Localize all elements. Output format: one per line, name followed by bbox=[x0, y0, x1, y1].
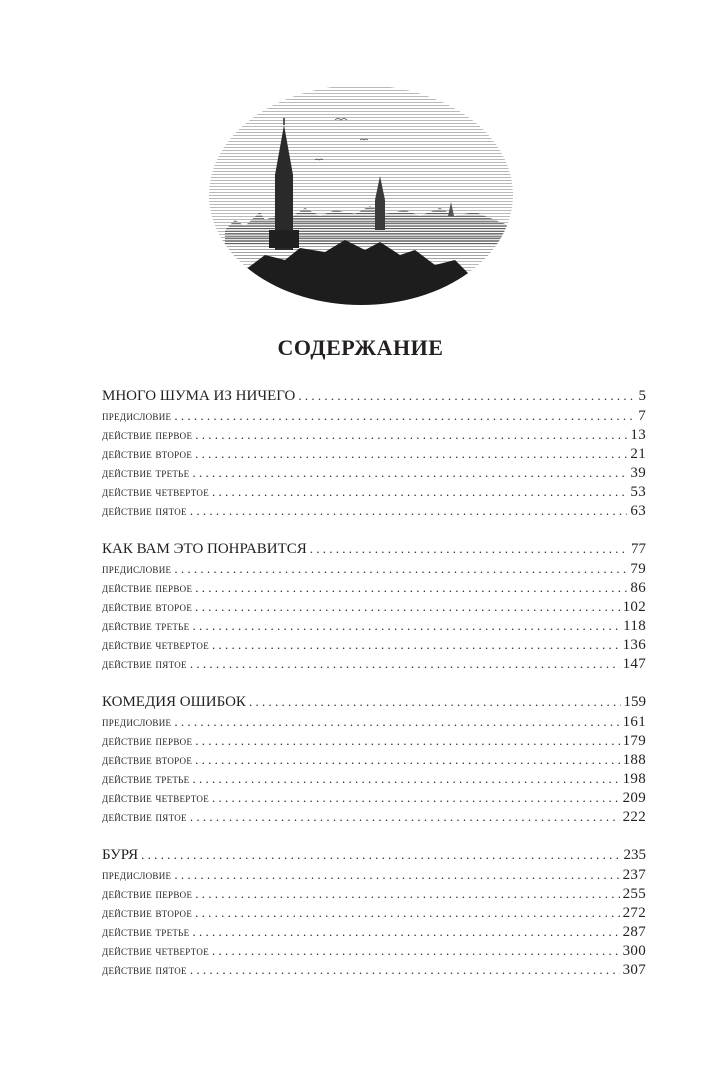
dot-leader bbox=[195, 597, 619, 616]
dot-leader bbox=[174, 865, 619, 884]
toc-subentry[interactable] bbox=[102, 712, 646, 731]
toc-section bbox=[102, 386, 646, 520]
toc-subentry-label: действие третье bbox=[102, 466, 190, 480]
toc-subentry[interactable] bbox=[102, 463, 646, 482]
toc-subentry[interactable] bbox=[102, 769, 646, 788]
toc-play-title: КАК ВАМ ЭТО ПОНРАВИТСЯ bbox=[102, 541, 307, 557]
toc-subentry-label: действие второе bbox=[102, 600, 193, 614]
toc-page-number: 179 bbox=[622, 733, 646, 749]
toc-subentry-label: предисловие bbox=[102, 562, 172, 576]
toc-page-number: 86 bbox=[630, 580, 646, 596]
toc-play-title: МНОГО ШУМА ИЗ НИЧЕГО bbox=[102, 388, 296, 404]
toc-subentry[interactable] bbox=[102, 922, 646, 941]
toc-subentry-label: действие пятое bbox=[102, 963, 187, 977]
dot-leader bbox=[212, 941, 620, 960]
dot-leader bbox=[141, 845, 620, 865]
toc-subentry[interactable] bbox=[102, 444, 646, 463]
dot-leader bbox=[195, 731, 619, 750]
toc-page-number: 102 bbox=[622, 599, 646, 615]
dot-leader bbox=[212, 635, 620, 654]
toc-play-entry[interactable] bbox=[102, 539, 646, 559]
toc-page-number: 198 bbox=[622, 771, 646, 787]
toc-page-number: 222 bbox=[622, 809, 646, 825]
toc-subentry[interactable] bbox=[102, 635, 646, 654]
toc-subentry-label: действие третье bbox=[102, 619, 190, 633]
toc-subentry-label: предисловие bbox=[102, 715, 172, 729]
toc-subentry[interactable] bbox=[102, 750, 646, 769]
dot-leader bbox=[192, 922, 619, 941]
dot-leader bbox=[190, 807, 620, 826]
toc-subentry-label: действие пятое bbox=[102, 657, 187, 671]
toc-page-number: 39 bbox=[630, 465, 646, 481]
toc-page-number: 159 bbox=[623, 694, 646, 710]
toc-subentry-label: действие третье bbox=[102, 772, 190, 786]
toc-play-title: КОМЕДИЯ ОШИБОК bbox=[102, 694, 246, 710]
toc-page-number: 136 bbox=[622, 637, 646, 653]
dot-leader bbox=[195, 884, 619, 903]
toc-page-number: 53 bbox=[630, 484, 646, 500]
dot-leader bbox=[192, 616, 620, 635]
toc-section bbox=[102, 845, 646, 979]
toc-page-number: 118 bbox=[623, 618, 646, 634]
toc-subentry[interactable] bbox=[102, 884, 646, 903]
toc-page-number: 13 bbox=[630, 427, 646, 443]
page-title: СОДЕРЖАНИЕ bbox=[277, 335, 444, 360]
toc-subentry[interactable] bbox=[102, 654, 646, 673]
toc-page-number: 5 bbox=[638, 388, 646, 404]
toc-subentry-label: действие второе bbox=[102, 447, 193, 461]
dot-leader bbox=[310, 539, 628, 559]
toc-play-title: БУРЯ bbox=[102, 847, 139, 863]
dot-leader bbox=[298, 386, 635, 406]
dot-leader bbox=[195, 903, 619, 922]
engraving-vignette-image bbox=[205, 80, 517, 310]
toc-subentry[interactable] bbox=[102, 807, 646, 826]
dot-leader bbox=[212, 788, 620, 807]
toc-subentry[interactable] bbox=[102, 482, 646, 501]
toc-subentry[interactable] bbox=[102, 559, 646, 578]
toc-page-number: 209 bbox=[622, 790, 646, 806]
toc-subentry[interactable] bbox=[102, 788, 646, 807]
toc-page-number: 307 bbox=[622, 962, 646, 978]
toc-subentry-label: действие второе bbox=[102, 906, 193, 920]
toc-page-number: 79 bbox=[630, 561, 646, 577]
toc-page-number: 272 bbox=[622, 905, 646, 921]
dot-leader bbox=[190, 654, 620, 673]
toc-subentry-label: действие четвертое bbox=[102, 791, 209, 805]
toc-page-number: 235 bbox=[623, 847, 646, 863]
toc-subentry-label: действие четвертое bbox=[102, 485, 209, 499]
toc-subentry-label: действие первое bbox=[102, 428, 193, 442]
toc-section bbox=[102, 692, 646, 826]
toc-subentry[interactable] bbox=[102, 578, 646, 597]
toc-subentry[interactable] bbox=[102, 903, 646, 922]
toc-subentry[interactable] bbox=[102, 425, 646, 444]
toc-page-number: 255 bbox=[622, 886, 646, 902]
toc-subentry[interactable] bbox=[102, 941, 646, 960]
dot-leader bbox=[249, 692, 621, 712]
toc-subentry[interactable] bbox=[102, 865, 646, 884]
toc-subentry[interactable] bbox=[102, 501, 646, 520]
toc-subentry-label: действие пятое bbox=[102, 504, 187, 518]
toc-subentry-label: действие первое bbox=[102, 887, 193, 901]
toc-subentry-label: действие первое bbox=[102, 734, 193, 748]
table-of-contents bbox=[102, 386, 646, 998]
dot-leader bbox=[190, 960, 620, 979]
toc-section bbox=[102, 539, 646, 673]
dot-leader bbox=[195, 425, 627, 444]
dot-leader bbox=[190, 501, 628, 520]
toc-subentry[interactable] bbox=[102, 960, 646, 979]
toc-play-entry[interactable] bbox=[102, 692, 646, 712]
toc-page-number: 63 bbox=[630, 503, 646, 519]
toc-page-number: 237 bbox=[622, 867, 646, 883]
toc-subentry[interactable] bbox=[102, 597, 646, 616]
toc-page-number: 300 bbox=[622, 943, 646, 959]
toc-page-number: 147 bbox=[622, 656, 646, 672]
toc-play-entry[interactable] bbox=[102, 845, 646, 865]
toc-subentry-label: действие первое bbox=[102, 581, 193, 595]
toc-page-number: 161 bbox=[622, 714, 646, 730]
toc-page-number: 77 bbox=[631, 541, 646, 557]
dot-leader bbox=[195, 578, 627, 597]
toc-page-number: 188 bbox=[622, 752, 646, 768]
toc-subentry-label: действие четвертое bbox=[102, 944, 209, 958]
toc-subentry-label: предисловие bbox=[102, 409, 172, 423]
toc-subentry[interactable] bbox=[102, 406, 646, 425]
toc-subentry[interactable] bbox=[102, 731, 646, 750]
dot-leader bbox=[174, 712, 619, 731]
dot-leader bbox=[192, 769, 619, 788]
dot-leader bbox=[174, 406, 635, 425]
toc-page-number: 7 bbox=[638, 408, 646, 424]
toc-subentry-label: действие третье bbox=[102, 925, 190, 939]
toc-play-entry[interactable] bbox=[102, 386, 646, 406]
toc-page-number: 287 bbox=[622, 924, 646, 940]
dot-leader bbox=[192, 463, 627, 482]
toc-subentry[interactable] bbox=[102, 616, 646, 635]
toc-subentry-label: действие второе bbox=[102, 753, 193, 767]
dot-leader bbox=[212, 482, 627, 501]
dot-leader bbox=[195, 444, 627, 463]
dot-leader bbox=[174, 559, 627, 578]
toc-subentry-label: предисловие bbox=[102, 868, 172, 882]
toc-page-number: 21 bbox=[630, 446, 646, 462]
dot-leader bbox=[195, 750, 619, 769]
toc-subentry-label: действие четвертое bbox=[102, 638, 209, 652]
toc-subentry-label: действие пятое bbox=[102, 810, 187, 824]
